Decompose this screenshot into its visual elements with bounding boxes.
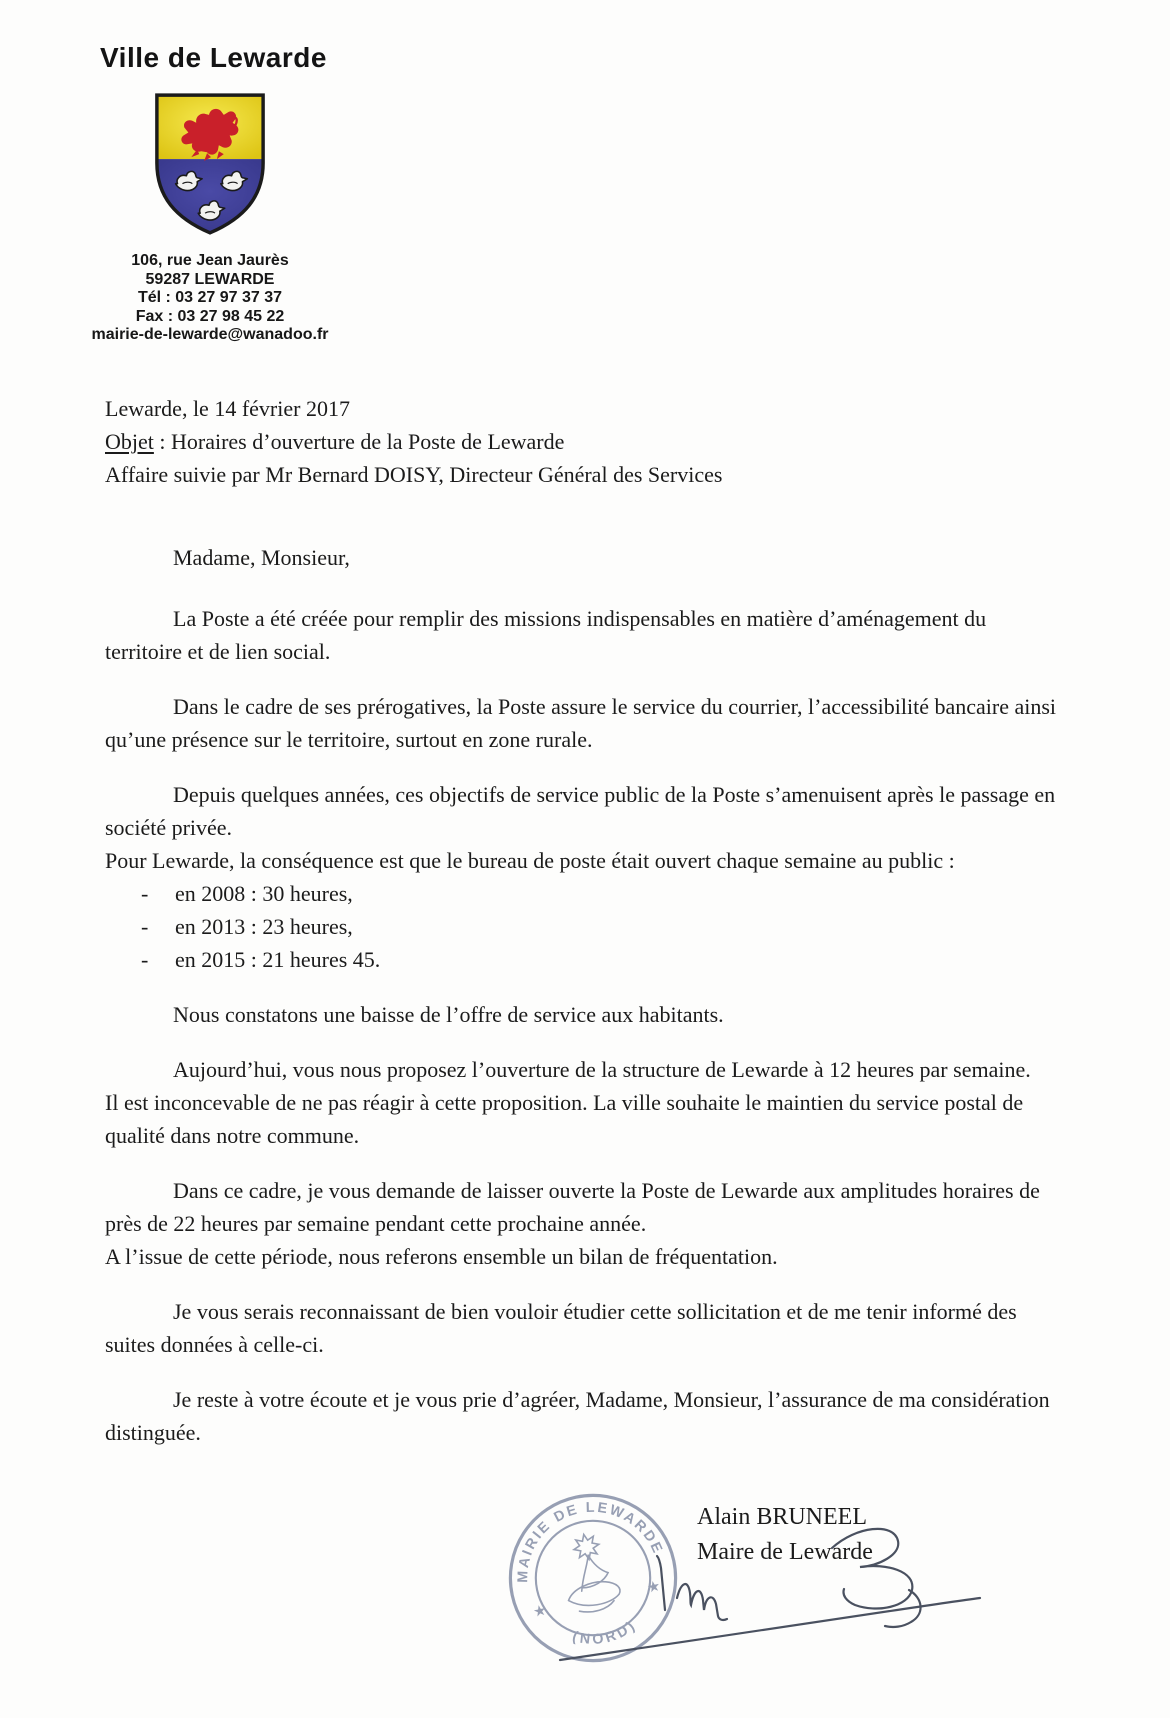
hours-value: en 2015 : 21 heures 45. [175,947,381,972]
hours-value: en 2013 : 23 heures, [175,914,353,939]
hours-value: en 2008 : 30 heures, [175,881,353,906]
paragraph: Dans le cadre de ses prérogatives, la Poste assure le service du courrier, l’accessibilité bancaire ainsi qu’une présence sur le territoire, surtout en zone rurale. [105,694,1057,752]
paragraph: Nous constatons une baisse de l’offre de service aux habitants. [173,1002,724,1027]
paragraph: La Poste a été créée pour remplir des missions indispensables en matière d’aménagement du territoire et de lien social. [105,606,987,664]
signer-name: Alain BRUNEEL [697,1504,867,1530]
subject-text: : Horaires d’ouverture de la Poste de Lewarde [153,429,565,454]
bullet-dash: - [141,881,149,906]
salutation: Madame, Monsieur, [173,545,350,570]
subject-label: Objet [105,429,154,454]
stamp-bottom-text: (NORD) [570,1616,641,1649]
date-line: Lewarde, le 14 février 2017 [105,396,350,421]
address-block [90,252,330,345]
bullet-dash: - [141,914,149,939]
shield-icon [150,88,270,240]
paragraph: A l’issue de cette période, nous referons ensemble un bilan de fréquentation. [105,1244,778,1269]
city-name-title: Ville de Lewarde [100,42,327,73]
bullet-dash: - [141,947,149,972]
letter-body [105,392,1068,1449]
paragraph: Dans ce cadre, je vous demande de laisser ouverte la Poste de Lewarde aux amplitudes horaires de près de 22 heures par semaine pendant cette prochaine année. [105,1178,1040,1236]
hours-list-item [105,877,1068,910]
street-address: 106, rue Jean Jaurès [131,252,289,269]
subject-line [105,425,1068,458]
paragraph: Aujourd’hui, vous nous proposez l’ouverture de la structure de Lewarde à 12 heures par semaine. [173,1057,1031,1082]
postal-city: 59287 LEWARDE [145,270,275,288]
paragraph: Il est inconcevable de ne pas réagir à cette proposition. La ville souhaite le maintien du service postal de qualité dans notre commune. [105,1090,1024,1148]
phone-line: Tél : 03 27 97 37 37 [137,289,283,306]
paragraph: Pour Lewarde, la conséquence est que le bureau de poste était ouvert chaque semaine au public : [105,848,955,873]
signer-role: Maire de Lewarde [697,1539,873,1565]
stamp-star-left: ★ [532,1603,547,1620]
paragraph: Depuis quelques années, ces objectifs de service public de la Poste s’amenuisent après le passage en société privée. [105,782,1056,840]
handler-line: Affaire suivie par Mr Bernard DOISY, Directeur Général des Services [105,462,723,487]
city-coat-of-arms [150,88,270,240]
paragraph: Je vous serais reconnaissant de bien vouloir étudier cette sollicitation et de me tenir informé des suites données à celle-ci. [105,1299,1017,1357]
stamp-top-text: MAIRIE DE LEWARDE [515,1499,666,1583]
stamp-star-right: ★ [646,1578,661,1596]
handwritten-signature [545,1518,995,1670]
fax-line: Fax : 03 27 98 45 22 [135,307,285,325]
paragraph: Je reste à votre écoute et je vous prie d’agréer, Madame, Monsieur, l’assurance de ma considération distinguée. [105,1387,1050,1445]
email-address: mairie-de-lewarde@wanadoo.fr [91,326,329,343]
hours-list-item [105,910,1068,943]
hours-list-item [105,943,1068,976]
